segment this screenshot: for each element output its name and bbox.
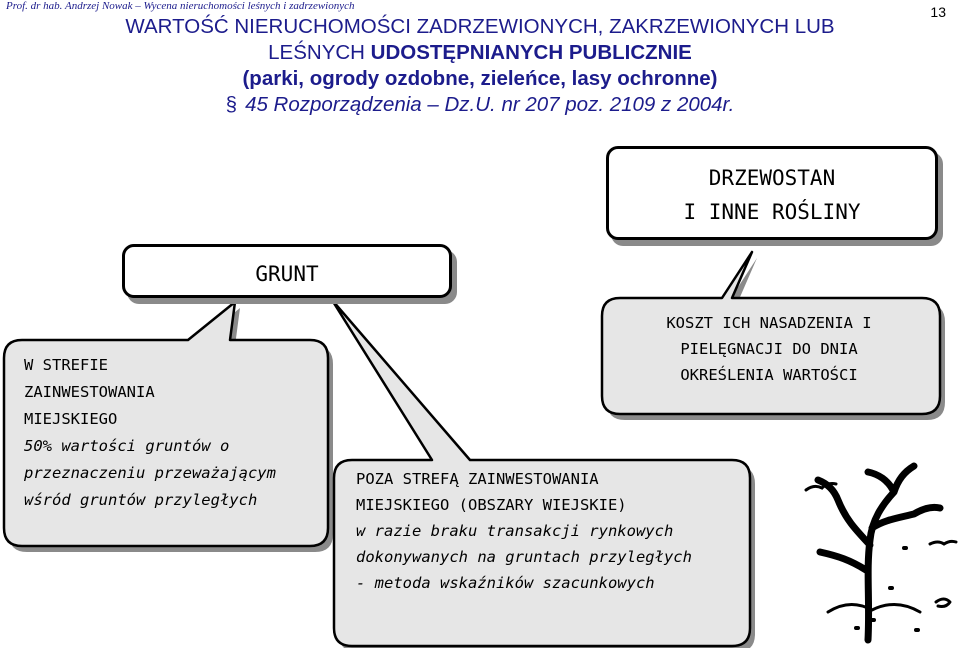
left-callout-line-2: ZAINWESTOWANIA: [24, 383, 155, 401]
left-callout-line-5: przeznaczeniu przeważającym: [24, 464, 276, 482]
bottom-callout-line-5: - metoda wskaźników szacunkowych: [356, 574, 655, 592]
drzewostan-line-1: DRZEWOSTAN: [708, 166, 836, 190]
title-line-1: WARTOŚĆ NIERUCHOMOŚCI ZADRZEWIONYCH, ZAKRZEWIONYCH LUB: [125, 15, 835, 38]
title-line-2-normal: LEŚNYCH: [268, 41, 371, 64]
title-line-4-text: 45 Rozporządzenia – Dz.U. nr 207 poz. 2109 z 2004r.: [245, 93, 735, 116]
bottom-callout-line-3: w razie braku transakcji rynkowych: [356, 522, 674, 540]
left-callout-line-6: wśród gruntów przyległych: [24, 491, 258, 509]
right-callout-line-1: KOSZT ICH NASADZENIA I: [666, 314, 872, 332]
page-number: 13: [930, 4, 946, 20]
bird-icon-2: [930, 541, 956, 544]
right-callout-text: [604, 310, 934, 388]
title-line-3: (parki, ogrody ozdobne, zieleńce, lasy ochronne): [242, 67, 718, 90]
bottom-callout-text: [356, 466, 746, 596]
title-line-2-bold: UDOSTĘPNIANYCH PUBLICZNIE: [370, 41, 692, 64]
tree-clipart-icon: [818, 466, 950, 640]
left-callout-line-1: W STREFIE: [24, 356, 108, 374]
bottom-callout-line-4: dokonywanych na gruntach przyległych: [356, 548, 692, 566]
bottom-callout-line-2: MIEJSKIEGO (OBSZARY WIEJSKIE): [356, 496, 627, 514]
bottom-callout-line-1: POZA STREFĄ ZAINWESTOWANIA: [356, 470, 599, 488]
grunt-box: GRUNT: [122, 244, 452, 298]
left-callout-line-4: 50% wartości gruntów o: [24, 437, 230, 455]
drzewostan-line-2: I INNE ROŚLINY: [683, 200, 861, 224]
right-callout-line-2: PIELĘGNACJI DO DNIA: [680, 340, 858, 358]
right-callout-line-3: OKREŚLENIA WARTOŚCI: [680, 366, 858, 384]
section-sign: §: [225, 93, 238, 116]
drzewostan-box: [606, 146, 938, 240]
left-callout-text: [24, 352, 314, 514]
header-credit: Prof. dr hab. Andrzej Nowak – Wycena nieruchomości leśnych i zadrzewionych: [6, 0, 355, 12]
left-callout-line-3: MIEJSKIEGO: [24, 410, 118, 428]
